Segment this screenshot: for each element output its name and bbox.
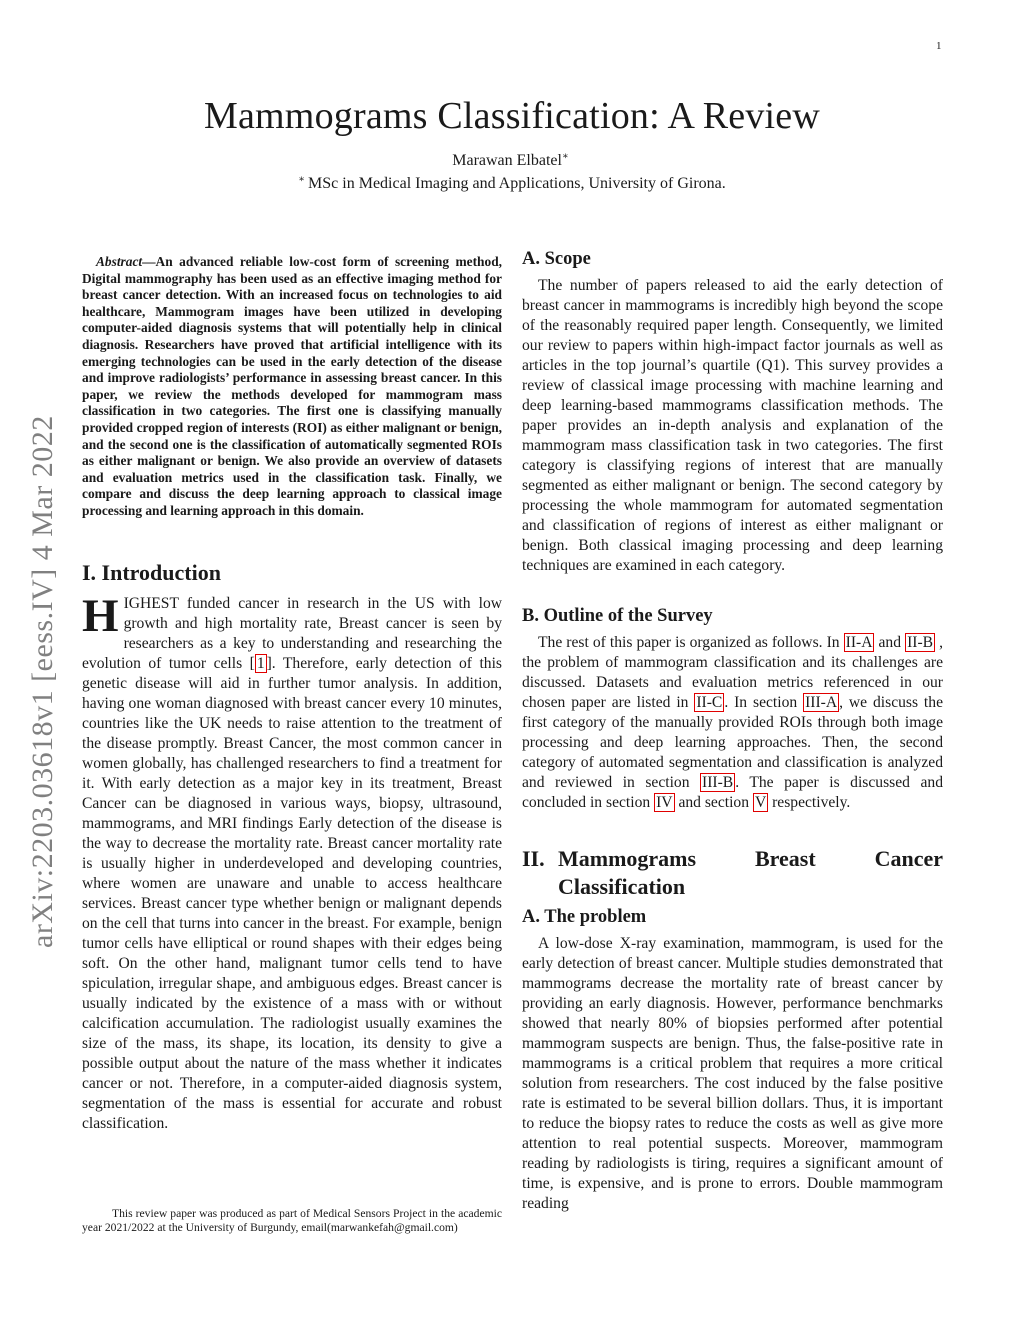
introduction-text-part-2: ]. Therefore, early detection of this genetic disease will aid in further tumor analysis. In addition, having one woman diagnosed with breast cancer every 10 minutes, countries like the UK needs to raise attention to the treatment of the disease promptly. Breast Cancer, the most common cancer in women globally, has challenged researchers to find a treatment for it. With early detection as a major key in its treatment, Breast Cancer can be diagnosed in various ways, biopsy, ultrasound, mammograms, and MRI findings Early detection of the disease is the way to decrease the mortality rate. Breast cancer mortality rate is usually higher in underdeveloped and developing countries, where women are unaware and unable to access healthcare services. Breast cancer type whether benign or malignant depends on the cell that turns into cancer in the breast. For example, benign tumor cells have elliptical or round shapes with their edges being soft. On the other hand, malignant tumor cells tend to have spiculation, irregular shape, and ambiguous edges. Breast cancer is usually indicated by the existence of a mass with or without calcification accumulation. The radiologist usually examines the size of the mass, its shape, its location, its density to give a possible output about the nature of the mass whether it indicates cancer or not. Therefore, in a computer-aided diagnosis system, segmentation of the mass is essential for accurate and robust classification. [82,654,502,1132]
author-name: Marawan Elbatel [452,152,562,169]
right-column [522,249,943,1214]
footnote [82,1207,502,1235]
section-link-ii-c[interactable]: II-C [696,694,723,711]
section-link-ii-a[interactable]: II-A [845,634,873,651]
scope-paragraph: The number of papers released to aid the early detection of breast cancer in mammograms is incredibly high beyond the scope of the reasonably required paper length. Consequently, we limited our review to papers within high-impact factor journals as well as articles in the top journal’s quartile (Q1). This survey provides a review of classical image processing with machine learning and deep learning-based mammograms classification methods. The paper provides an in-depth analysis and explanation of the mammogram mass classification task in two categories. The first category is classifying regions of interest that are manually segmented as either malignant or benign. The second category by processing the whole mammogram for automated segmentation and classification of regions of interest as either malignant or benign. Both classical imaging processing and deep learning techniques are examined in each category. [522,277,943,574]
section-link-iv[interactable]: IV [656,794,673,811]
arxiv-identifier-stamp: arXiv:2203.03618v1 [eess.IV] 4 Mar 2022 [26,415,59,948]
affiliation-footnote-mark: ∗ [298,174,306,185]
left-column [82,254,502,1134]
introduction-text-part-1: IGHEST funded cancer in research in the US with low growth and high mortality rate, Breast cancer is seen by researchers as a key to understanding and researching the evolution of tumor cells [ [82,594,502,672]
section-link-v[interactable]: V [754,794,767,811]
author-footnote-mark: ∗ [561,151,569,162]
outline-text: , we discuss the first category of the manually provided ROIs through both image processing and deep learning approaches. Then, the second category of automated segmentation and classification is analyzed and reviewed in section [522,694,943,791]
dropcap-letter: H [82,589,119,642]
section-ii-title: Mammograms Breast Cancer Classification [558,846,943,899]
section-ii-number: II. [522,846,545,871]
outline-heading: B. Outline of the Survey [522,606,713,626]
affiliation-text: MSc in Medical Imaging and Applications, University of Girona. [308,175,726,192]
author-line [0,152,1024,170]
outline-text: . In section [724,694,804,711]
outline-text: and section [674,794,753,811]
footnote-text: This review paper was produced as part of Medical Sensors Project in the academic year 2021/2022 at the University of Burgundy, email(marwankefah@gmail.com) [82,1207,502,1234]
page-number: 1 [936,40,942,52]
problem-heading: A. The problem [522,907,647,927]
affiliation-line [0,175,1024,193]
outline-text: respectively. [768,794,851,811]
citation-link-1[interactable]: 1 [256,654,265,672]
section-link-ii-b[interactable]: II-B [907,634,934,651]
abstract-label: Abstract [96,254,143,269]
outline-text: . The paper is discussed and concluded in section [522,774,943,811]
scope-heading: A. Scope [522,249,591,269]
outline-text: The rest of this paper is organized as follows. In [538,634,844,651]
introduction-heading: I. Introduction [82,559,221,585]
abstract [82,254,502,520]
outline-paragraph [522,633,943,813]
outline-text: and [874,634,906,651]
outline-text: , the problem of mammogram classification and its challenges are discussed. Datasets and evaluation metrics referenced in our chosen paper are listed in [522,634,944,711]
introduction-paragraph [82,589,502,1134]
section-link-iii-a[interactable]: III-A [805,694,838,711]
paper-title: Mammograms Classification: A Review [204,95,820,137]
problem-paragraph: A low-dose X-ray examination, mammogram, is used for the early detection of breast cancer. Multiple studies demonstrated that mammograms decrease the mortality rate of breast cancer by providing an early diagnosis. However, performance benchmarks showed that nearly 80% of biopsies performed after potential mammogram suspects are benign. Thus, the false-positive rate in mammograms is a critical problem that requires a more critical solution from researchers. The cost induced by the false positive rate is estimated to be several billion dollars. Thus, it is important to reduce the biopsy rates to reduce the costs as well as give more attention to real potential suspects. Moreover, mammogram reading by radiologists is tiring, requires a significant amount of time, is expensive, and is prone to errors. Double mammogram reading [522,935,943,1212]
section-ii-heading [522,845,943,901]
abstract-text: —An advanced reliable low-cost form of screening method, Digital mammography has been used as an effective imaging method for breast cancer detection. With an increased focus on technologies to aid healthcare, Mammogram images have been utilized in developing computer-aided diagnosis systems that will potentially help in clinical diagnosis. Researchers have proved that artificial intelligence with its emerging technologies can be used in the early detection of the disease and improve radiologists’ performance in assessing breast cancer. In this paper, we review the methods developed for mammogram mass classification in two categories. The first one is classifying manually provided cropped region of interests (ROI) as either malignant or benign, and the second one is the classification of automatically segmented ROIs as either malignant or benign. We also provide an overview of datasets and evaluation metrics used in the classification task. Finally, we compare and discuss the deep learning approach to classical image processing and learning approach in this domain. [82,254,502,518]
section-link-iii-b[interactable]: III-B [702,774,734,791]
